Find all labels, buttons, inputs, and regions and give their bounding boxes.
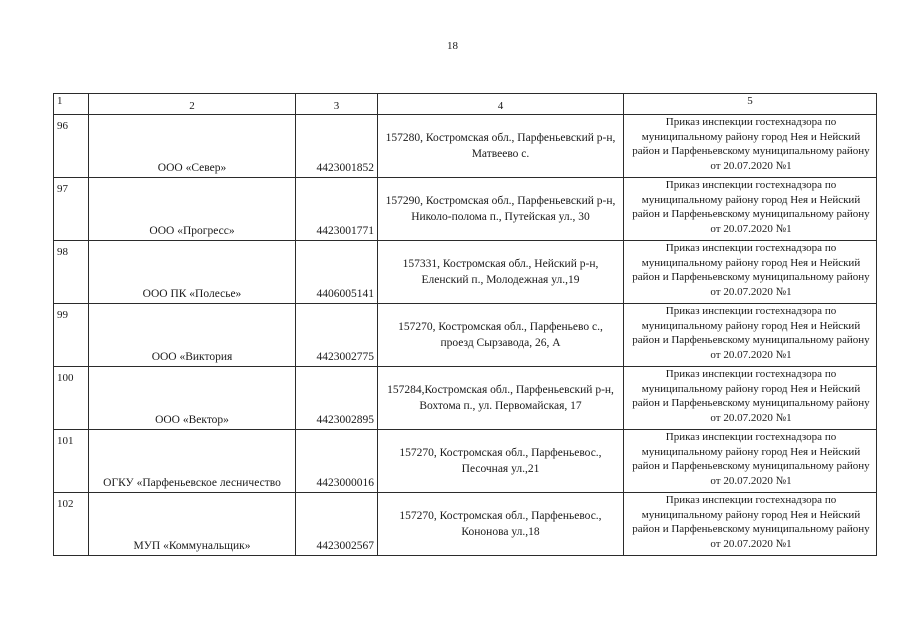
organization-name: ООО «Вектор» [89,367,296,430]
table-row [54,241,877,304]
registration-act: Приказ инспекции гостехнадзора по муниципальному району город Нея и Нейский район и Парфеньевскому муниципальному району от 20.07.2020 №1 [624,430,877,493]
column-header-number: 1 [54,94,89,115]
table-row [54,178,877,241]
organization-address: 157331, Костромская обл., Нейский р-н, Еленский п., Молодежная ул.,19 [378,241,624,304]
table-row [54,493,877,556]
organization-name: ООО «Виктория [89,304,296,367]
organization-inn: 4423001771 [296,178,378,241]
organization-address: 157290, Костромская обл., Парфеньевский р-н, Николо-полома п., Путейская ул., 30 [378,178,624,241]
organization-name: ООО «Север» [89,115,296,178]
organization-address: 157270, Костромская обл., Парфеньево с., проезд Сырзавода, 26, А [378,304,624,367]
row-number: 97 [54,178,89,241]
registration-act: Приказ инспекции гостехнадзора по муниципальному району город Нея и Нейский район и Парфеньевскому муниципальному району от 20.07.2020 №1 [624,115,877,178]
organization-inn: 4423000016 [296,430,378,493]
row-number: 102 [54,493,89,556]
organization-inn: 4423002775 [296,304,378,367]
table-row [54,115,877,178]
column-header-name: 2 [89,94,296,115]
registration-act: Приказ инспекции гостехнадзора по муниципальному району город Нея и Нейский район и Парфеньевскому муниципальному району от 20.07.2020 №1 [624,304,877,367]
organization-name: ОГКУ «Парфеньевское лесничество [89,430,296,493]
row-number: 101 [54,430,89,493]
organization-address: 157270, Костромская обл., Парфеньевос., Кононова ул.,18 [378,493,624,556]
row-number: 99 [54,304,89,367]
organization-inn: 4423002567 [296,493,378,556]
column-header-inn: 3 [296,94,378,115]
column-header-address: 4 [378,94,624,115]
page-number: 18 [447,40,458,52]
registry-table [53,93,877,556]
organization-name: ООО ПК «Полесье» [89,241,296,304]
organization-name: ООО «Прогресс» [89,178,296,241]
registration-act: Приказ инспекции гостехнадзора по муниципальному району город Нея и Нейский район и Парфеньевскому муниципальному району от 20.07.2020 №1 [624,493,877,556]
row-number: 100 [54,367,89,430]
registration-act: Приказ инспекции гостехнадзора по муниципальному району город Нея и Нейский район и Парфеньевскому муниципальному району от 20.07.2020 №1 [624,241,877,304]
table-row [54,367,877,430]
table-row [54,304,877,367]
organization-address: 157270, Костромская обл., Парфеньевос., Песочная ул.,21 [378,430,624,493]
row-number: 96 [54,115,89,178]
organization-address: 157280, Костромская обл., Парфеньевский р-н, Матвеево с. [378,115,624,178]
organization-address: 157284,Костромская обл., Парфеньевский р-н, Вохтома п., ул. Первомайская, 17 [378,367,624,430]
registration-act: Приказ инспекции гостехнадзора по муниципальному району город Нея и Нейский район и Парфеньевскому муниципальному району от 20.07.2020 №1 [624,367,877,430]
organization-inn: 4406005141 [296,241,378,304]
organization-inn: 4423002895 [296,367,378,430]
row-number: 98 [54,241,89,304]
column-header-act: 5 [624,94,877,115]
registration-act: Приказ инспекции гостехнадзора по муниципальному району город Нея и Нейский район и Парфеньевскому муниципальному району от 20.07.2020 №1 [624,178,877,241]
table-header-row [54,94,877,115]
table-row [54,430,877,493]
organization-name: МУП «Коммунальщик» [89,493,296,556]
organization-inn: 4423001852 [296,115,378,178]
table-body [54,115,877,556]
